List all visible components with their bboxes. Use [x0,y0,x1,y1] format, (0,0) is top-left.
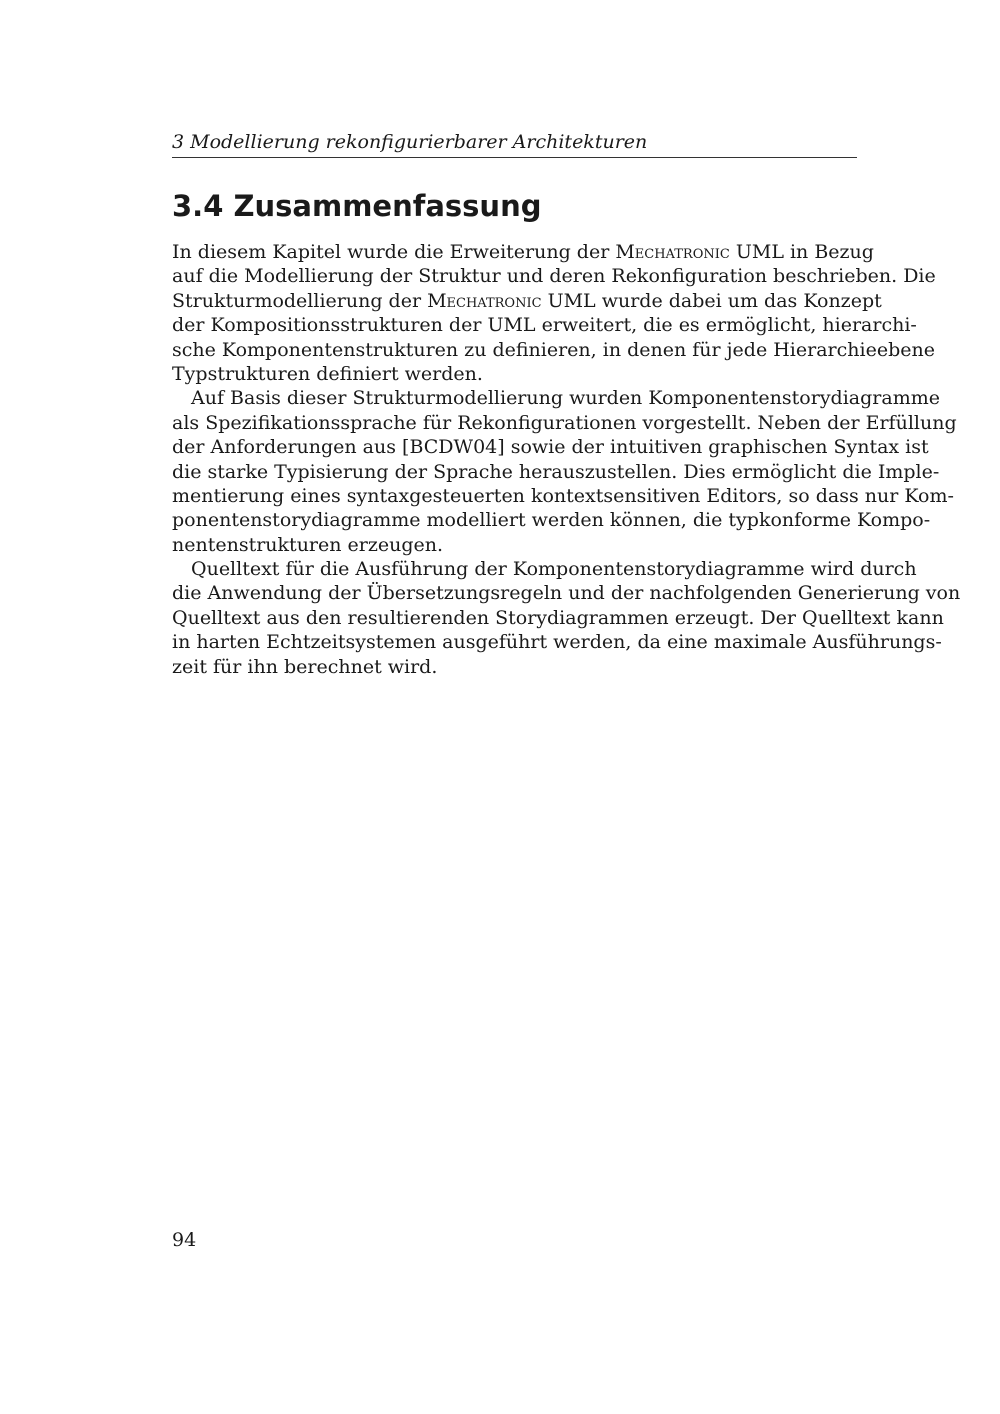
paragraph-2 [172,386,957,557]
text-line: zeit für ihn berechnet wird. [172,655,438,678]
text-line: nentenstrukturen erzeugen. [172,533,444,556]
product-name: Mechatronic [615,241,730,263]
text-line: sche Komponentenstrukturen zu definieren, in denen für jede Hierarchieebene [172,338,935,361]
section-title: 3.4 Zusammenfassung [172,189,542,223]
text-line: der Kompositionsstrukturen der UML erweitert, die es ermöglicht, hierarchi- [172,314,917,337]
body-text [172,240,961,679]
text-line: Quelltext aus den resultierenden Storydiagrammen erzeugt. Der Quelltext kann [172,606,944,629]
text-line: in harten Echtzeitsystemen ausgeführt werden, da eine maximale Ausführungs- [172,631,942,654]
text-line: auf die Modellierung der Struktur und deren Rekonfiguration beschrieben. Die [172,265,936,288]
text-line: Typstrukturen definiert werden. [172,362,483,385]
text-line: mentierung eines syntaxgesteuerten kontextsensitiven Editors, so dass nur Kom- [172,484,954,507]
text-line: als Spezifikationssprache für Rekonfigurationen vorgestellt. Neben der Erfüllung [172,411,957,434]
text-line: Auf Basis dieser Strukturmodellierung wurden Komponentenstorydiagramme [191,387,940,410]
text-line: In diesem Kapitel wurde die Erweiterung der Mechatronic UML in Bezug [172,241,874,263]
text-line: der Anforderungen aus [BCDW04] sowie der intuitiven graphischen Syntax ist [172,436,929,459]
text-line: Quelltext für die Ausführung der Komponentenstorydiagramme wird durch [191,558,917,581]
product-name: Mechatronic [427,289,542,312]
text-line: die starke Typisierung der Sprache herauszustellen. Dies ermöglicht die Imple- [172,460,940,483]
running-head: 3 Modellierung rekonfigurierbarer Architekturen [172,131,648,153]
paragraph-1 [172,240,936,386]
text-line: Strukturmodellierung der Mechatronic UML wurde dabei um das Konzept [172,289,882,312]
header-rule [172,157,857,158]
text-line: ponentenstorydiagramme modelliert werden können, die typkonforme Kompo- [172,509,931,532]
page-number: 94 [172,1229,197,1251]
text-line: die Anwendung der Übersetzungsregeln und der nachfolgenden Generierung von [172,582,961,605]
paragraph-3 [172,557,961,679]
